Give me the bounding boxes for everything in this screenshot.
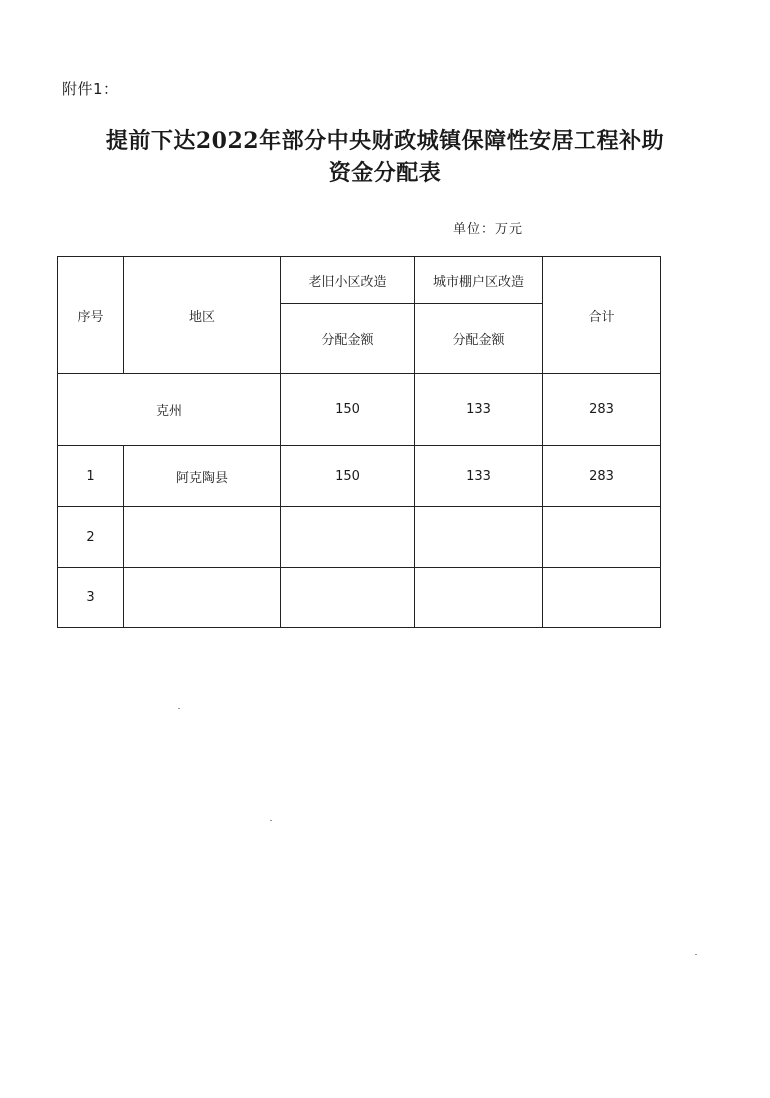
- summary-shantytown: 133: [415, 374, 543, 446]
- table-row: [58, 568, 661, 628]
- scan-speck: [178, 708, 180, 709]
- header-old-community-amount: 分配金额: [281, 304, 415, 374]
- row-region: [124, 568, 281, 628]
- scan-speck: [695, 954, 697, 955]
- row-shantytown: [415, 507, 543, 568]
- summary-total: 283: [543, 374, 661, 446]
- header-total: 合计: [543, 257, 661, 374]
- row-old-community: [281, 507, 415, 568]
- table-row: [58, 507, 661, 568]
- header-seq: 序号: [58, 257, 124, 374]
- scan-speck: [270, 820, 272, 821]
- row-seq: 1: [58, 446, 124, 507]
- row-old-community: 150: [281, 446, 415, 507]
- row-total: [543, 568, 661, 628]
- row-region: 阿克陶县: [124, 446, 281, 507]
- header-old-community: 老旧小区改造: [281, 257, 415, 304]
- row-total: 283: [543, 446, 661, 507]
- unit-label: 单位：万元: [453, 222, 524, 237]
- header-shantytown: 城市棚户区改造: [415, 257, 543, 304]
- row-shantytown: [415, 568, 543, 628]
- allocation-table: [57, 256, 661, 628]
- document-title-line-2: 资金分配表: [328, 160, 442, 186]
- summary-row: [58, 374, 661, 446]
- row-total: [543, 507, 661, 568]
- document-title-line-1: 提前下达2022年部分中央财政城镇保障性安居工程补助: [105, 128, 665, 154]
- attachment-label: 附件1：: [62, 80, 119, 98]
- row-seq: 3: [58, 568, 124, 628]
- summary-old-community: 150: [281, 374, 415, 446]
- row-region: [124, 507, 281, 568]
- summary-region: 克州: [58, 374, 281, 446]
- header-region: 地区: [124, 257, 281, 374]
- header-shantytown-amount: 分配金额: [415, 304, 543, 374]
- row-old-community: [281, 568, 415, 628]
- row-seq: 2: [58, 507, 124, 568]
- header-row-1: [58, 257, 661, 304]
- table-row: [58, 446, 661, 507]
- row-shantytown: 133: [415, 446, 543, 507]
